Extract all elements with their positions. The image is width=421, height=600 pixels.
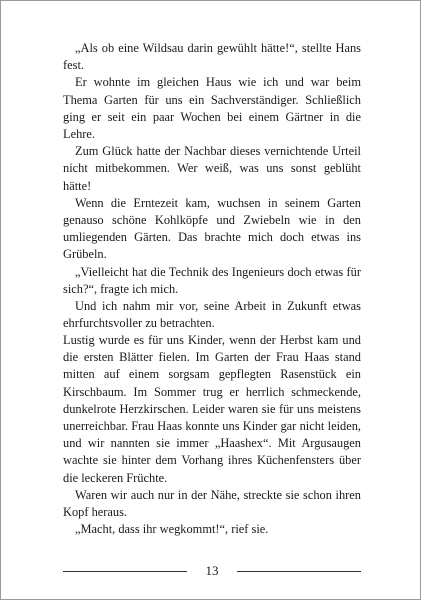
- paragraph: Lustig wurde es für uns Kinder, wenn der Herbst kam und die ersten Blätter fielen. Im Garten der Frau Haas stand mitten auf einem sorgsam gepflegten Rasenstück ein Kirschbaum. Im Sommer trug er herrlich schmeckende, dunkelrote Herzkirschen. Leider waren sie für uns meistens unerreichbar. Frau Haas konnte uns Kinder gar nicht leiden, und wir nannten sie immer „Haashex“. Mit Argusaugen wachte sie hinter dem Vorhang ihres Küchenfensters über die leckeren Früchte.: [63, 333, 361, 485]
- paragraph: Wenn die Erntezeit kam, wuchsen in seinem Garten genauso schöne Kohlköpfe und Zwiebeln wie in den umliegenden Gärten. Das brachte mich doch etwas ins Grübeln.: [63, 195, 361, 262]
- paragraph: „Macht, dass ihr wegkommt!“, rief sie.: [75, 522, 269, 537]
- paragraph: „Als ob eine Wildsau darin gewühlt hätte!“, stellte Hans fest.: [63, 41, 361, 73]
- footer-rule-right: [237, 571, 361, 572]
- paragraph: Und ich nahm mir vor, seine Arbeit in Zukunft etwas ehrfurchtsvoller zu betrachten.: [63, 299, 361, 331]
- page-number: 13: [205, 563, 219, 578]
- page-footer: [63, 562, 361, 580]
- paragraph: „Vielleicht hat die Technik des Ingenieurs doch etwas für sich?“, fragte ich mich.: [63, 264, 361, 296]
- text-section-lower: [63, 332, 361, 538]
- paragraph: Zum Glück hatte der Nachbar dieses vernichtende Urteil nicht mitbekommen. Wer weiß, was uns sonst geblüht hätte!: [63, 144, 361, 193]
- paragraph: Waren wir auch nur in der Nähe, streckte sie schon ihren Kopf heraus.: [63, 487, 361, 520]
- paragraph: Er wohnte im gleichen Haus wie ich und war beim Thema Garten für uns ein Sachverständiger. Schließlich ging er seit ein paar Wochen bei einem Gärtner in die Lehre.: [63, 75, 361, 142]
- text-section-upper: [63, 40, 361, 332]
